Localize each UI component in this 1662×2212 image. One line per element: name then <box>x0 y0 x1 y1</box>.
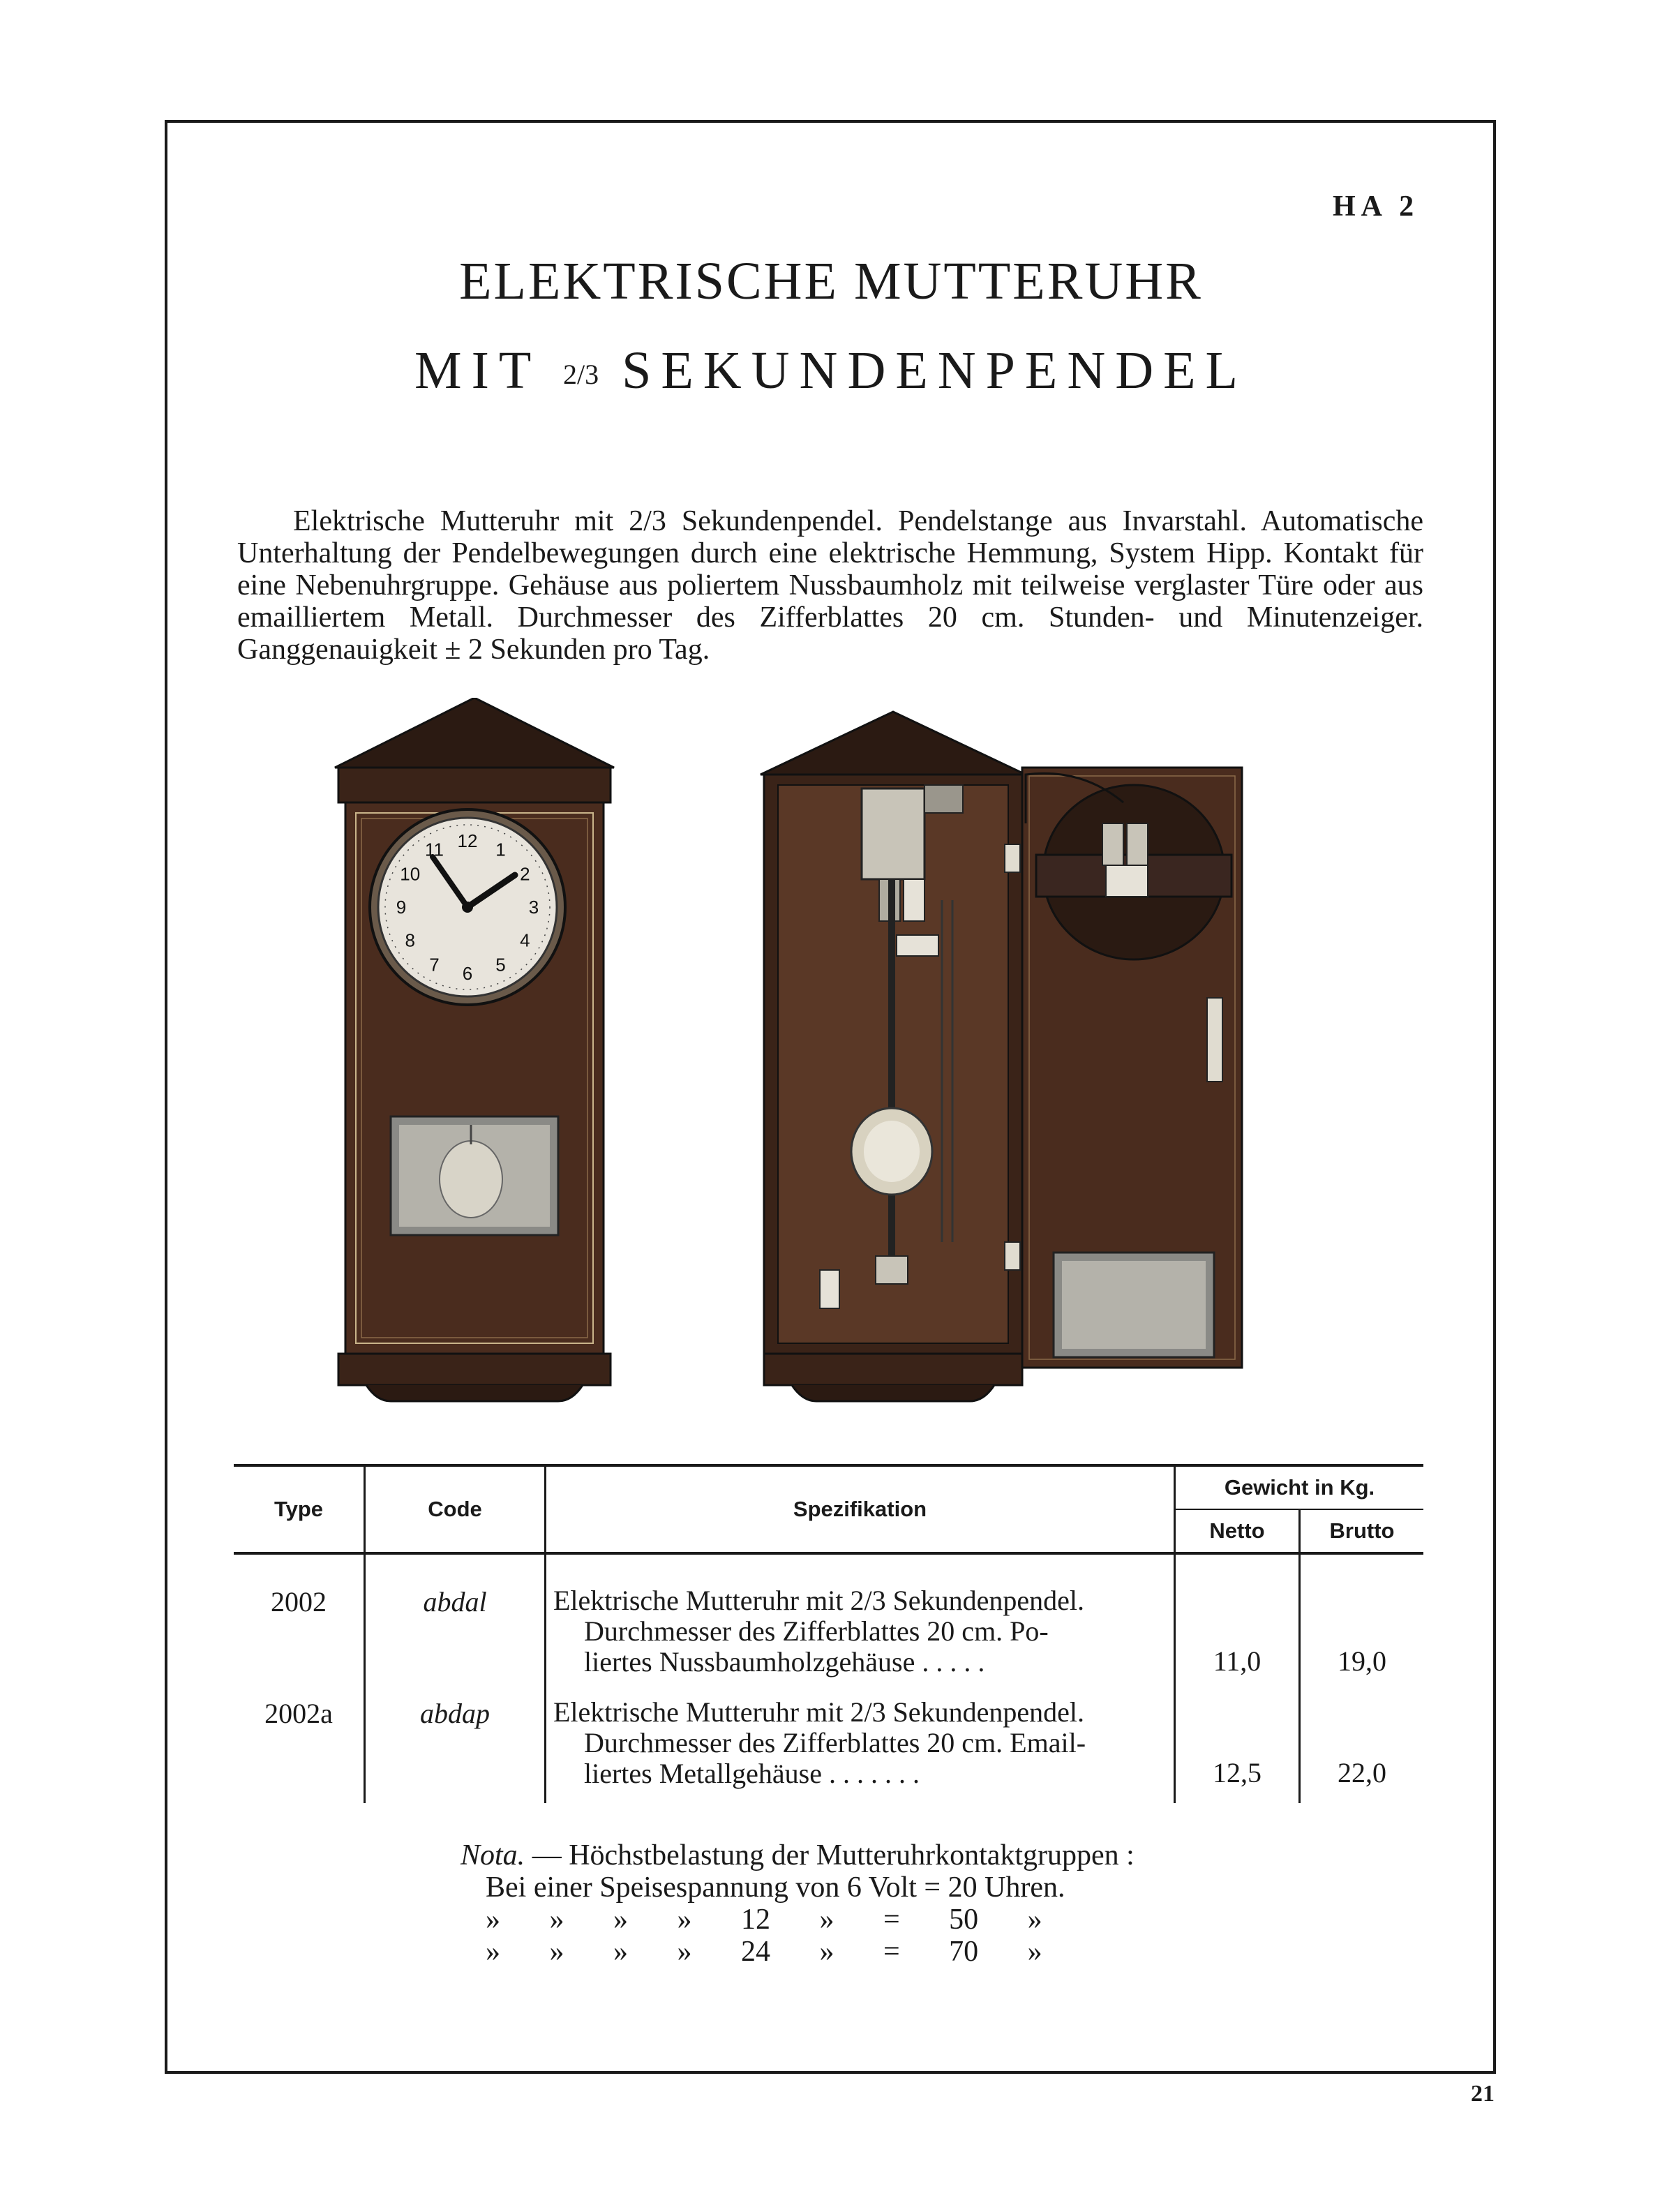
nota-line-1: Bei einer Speisespannung von 6 Volt = 20 Uhren. <box>486 1871 1065 1904</box>
spec-line-2: Durchmesser des Zifferblattes 20 cm. Email- <box>584 1727 1086 1758</box>
row-type: 2002 <box>271 1586 327 1617</box>
row-code: abdal <box>365 1553 546 1680</box>
spec-line-1: Elektrische Mutteruhr mit 2/3 Sekundenpendel. <box>553 1696 1084 1728</box>
nota-line-2: » » » » 12 » = 50 » <box>486 1904 1042 1936</box>
dial-number: 12 <box>457 830 478 851</box>
page-number: 21 <box>1471 2081 1495 2107</box>
nota-heading <box>461 1839 1228 1871</box>
nota-heading-text: — Höchstbelastung der Mutteruhrkontaktgruppen : <box>532 1839 1135 1871</box>
page-code: HA 2 <box>1333 190 1420 223</box>
dial-number: 3 <box>528 897 539 918</box>
dial-number: 4 <box>520 929 530 951</box>
row-brutto: 19,0 <box>1300 1553 1424 1680</box>
nota-section <box>461 1839 1228 1968</box>
row-spec <box>546 1680 1175 1803</box>
table-row <box>234 1680 1423 1803</box>
header-type: Type <box>274 1497 324 1521</box>
title-prefix: MIT <box>414 341 540 400</box>
dial-number: 9 <box>396 897 407 918</box>
title-fraction: 2/3 <box>562 359 599 390</box>
row-code: abdap <box>365 1680 546 1803</box>
header-netto: Netto <box>1175 1509 1300 1553</box>
nota-line-3: » » » » 24 » = 70 » <box>486 1936 1042 1968</box>
dial-number: 2 <box>520 863 530 885</box>
dial-number: 10 <box>400 863 421 885</box>
title-line-1: ELEKTRISCHE MUTTERUHR <box>459 252 1203 311</box>
specification-table <box>234 1464 1423 1803</box>
title-line-2 <box>0 341 1662 401</box>
dial-number: 8 <box>405 929 415 951</box>
clock-illustrations <box>328 698 1333 1403</box>
dial-number: 1 <box>495 839 506 860</box>
spec-line-3: liertes Nussbaumholzgehäuse . . . . . <box>584 1646 985 1677</box>
header-code: Code <box>365 1465 546 1553</box>
row-spec <box>546 1553 1175 1680</box>
dial-number: 5 <box>495 954 506 976</box>
header-weight: Gewicht in Kg. <box>1175 1465 1424 1509</box>
description <box>237 505 1423 666</box>
row-type: 2002a <box>264 1698 333 1729</box>
spec-line-3: liertes Metallgehäuse . . . . . . . <box>584 1758 920 1789</box>
open-clock-illustration <box>761 712 1242 1401</box>
nota-label: Nota. <box>461 1839 525 1871</box>
dial-number: 7 <box>429 954 440 976</box>
header-spec: Spezifikation <box>546 1465 1175 1553</box>
title-suffix: SEKUNDENPENDEL <box>622 341 1248 400</box>
row-netto: 11,0 <box>1175 1553 1300 1680</box>
row-brutto: 22,0 <box>1300 1680 1424 1803</box>
row-netto: 12,5 <box>1175 1680 1300 1803</box>
spec-line-1: Elektrische Mutteruhr mit 2/3 Sekundenpendel. <box>553 1585 1084 1616</box>
dial-number: 6 <box>462 963 473 984</box>
description-text: Elektrische Mutteruhr mit 2/3 Sekundenpendel. Pendelstange aus Invarstahl. Automatische Unterhaltung der Pendelbewegungen durch eine elektrische Hemmung, System Hipp. Kontakt für eine Nebenuhrgruppe. Gehäuse aus poliertem Nussbaumholz mit teilweise verglaster Türe oder aus emailliertem Metall. Durchmesser des Zifferblattes 20 cm. Stunden- und Minutenzeiger. Ganggenauigkeit ± 2 Sekunden pro Tag. <box>237 505 1423 666</box>
closed-clock-illustration <box>335 698 614 1401</box>
header-brutto: Brutto <box>1300 1509 1424 1553</box>
dial-number: 11 <box>425 839 444 860</box>
table-row <box>234 1553 1423 1680</box>
spec-line-2: Durchmesser des Zifferblattes 20 cm. Po- <box>584 1615 1049 1647</box>
